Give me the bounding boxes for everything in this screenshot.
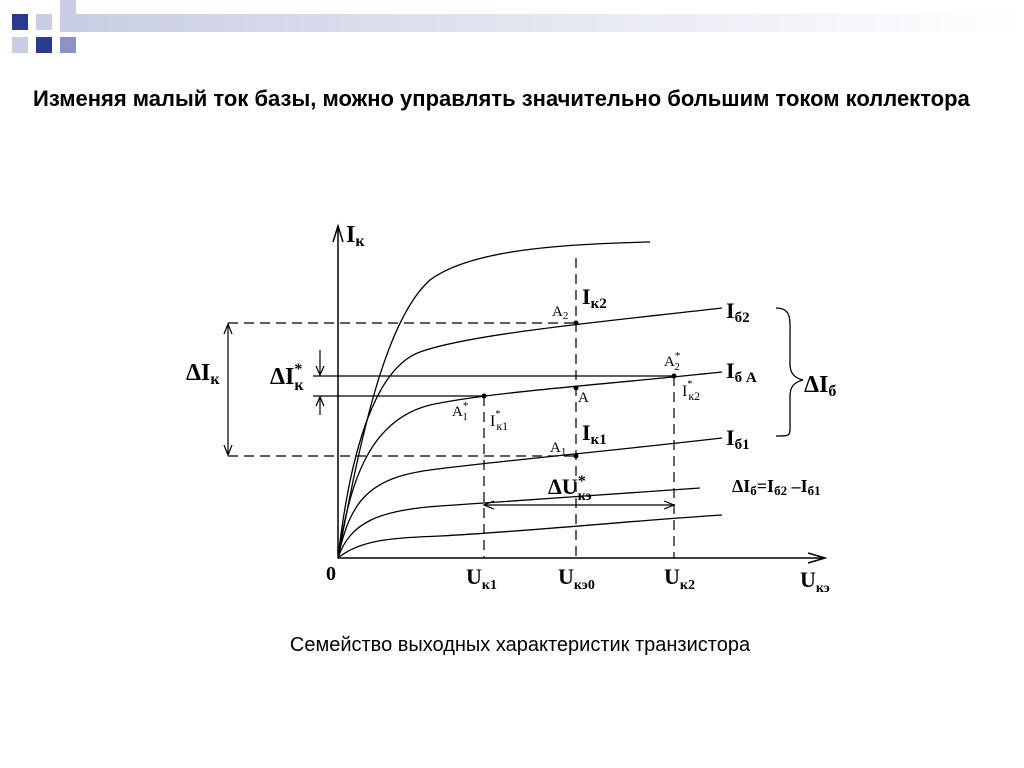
delta-ib-brace: [776, 308, 803, 436]
curve-bottom: [338, 515, 722, 558]
delta-uke-star-label: ΔU* кэ: [548, 473, 592, 504]
delta-ib-formula: ΔIб=Iб2 –Iб1: [732, 476, 821, 498]
current-label-ik1: Iк1: [582, 420, 607, 448]
origin-label: 0: [326, 563, 336, 585]
curve-label-ib1: Iб1: [726, 425, 750, 453]
point-a1: [574, 454, 579, 459]
voltage-label-uk2: $U_{к2}$: [664, 564, 695, 593]
delta-ik-star-arrows: [316, 350, 324, 415]
point-label-a: A: [578, 390, 589, 406]
x-axis-label: $U_{кэ}$: [800, 567, 830, 596]
curve-ib2: [338, 308, 722, 558]
current-label-ik2-star: I* к2: [682, 379, 701, 403]
delta-ik-star-label: ΔI* к: [270, 361, 304, 394]
curve-top: [338, 242, 650, 558]
curve-label-ib2: Iб2: [726, 298, 750, 326]
delta-ik-label: ΔIк: [186, 360, 220, 388]
point-a2: [574, 321, 579, 326]
voltage-label-uke0: $U_{кэ0}$: [558, 564, 595, 593]
voltage-label-uk1: $U_{к1}$: [466, 564, 497, 593]
delta-ik-arrow: [224, 324, 232, 455]
point-label-a2-star: A* 2: [664, 350, 681, 373]
dashed-guides: [228, 258, 674, 558]
point-a1-star: [482, 394, 487, 399]
point-label-a2: $A_2$: [552, 304, 569, 322]
point-label-a1-star: A* 1: [452, 400, 469, 423]
current-label-ik2: Iк2: [582, 284, 607, 312]
y-axis-label: Iк: [346, 222, 365, 250]
delta-ib-label: ΔIб: [804, 372, 837, 400]
point-a2-star: [672, 374, 677, 379]
point-label-a1: $A_1$: [550, 440, 567, 458]
solid-guides: [313, 376, 674, 396]
characteristic-curves: [338, 242, 722, 558]
current-label-ik1-star: I* к1: [490, 409, 509, 433]
slide-title: Изменяя малый ток базы, можно управлять значительно большим током коллектора: [33, 86, 970, 111]
diagram-caption: Семейство выходных характеристик транзистора: [289, 634, 751, 656]
curve-low: [338, 488, 700, 558]
curve-label-iba: Iб A: [726, 358, 757, 386]
